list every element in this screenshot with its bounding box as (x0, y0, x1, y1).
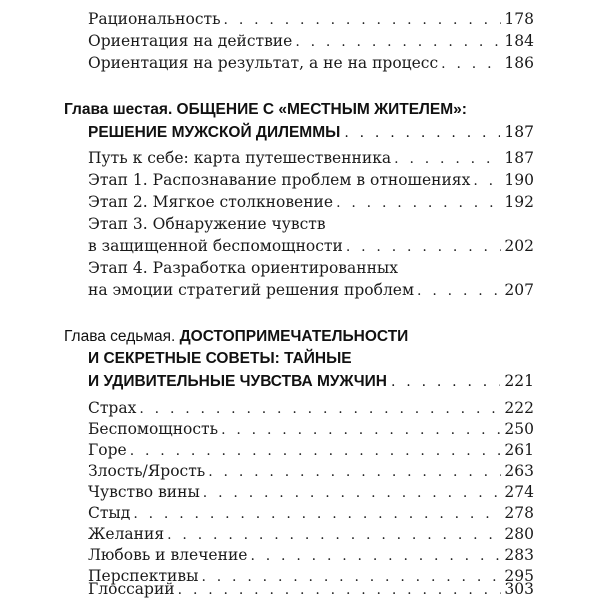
dot-leader (391, 371, 500, 393)
entry-page: 263 (504, 462, 534, 480)
dot-leader (394, 149, 501, 169)
dot-leader (178, 581, 502, 599)
entry-title: Страх (88, 399, 137, 417)
entry-title: Рациональность (88, 10, 221, 28)
entry-page: 192 (504, 193, 534, 211)
dot-leader (473, 171, 501, 191)
chapter-6-page: 187 (504, 123, 534, 141)
toc-entry (88, 440, 534, 461)
toc-entry (88, 545, 534, 566)
entry-page: 280 (504, 525, 534, 543)
chapter-7-prefix: Глава седьмая. (64, 328, 180, 345)
entry-page: 202 (504, 237, 534, 255)
toc-entry (88, 236, 534, 257)
entry-title-line1: Этап 3. Обнаружение чувств (88, 215, 326, 233)
toc-entry (88, 482, 534, 503)
entry-page: 207 (504, 281, 534, 299)
dot-leader (344, 122, 500, 144)
toc-entry (88, 524, 534, 545)
dot-leader (417, 281, 501, 301)
entry-page: 178 (504, 10, 534, 28)
dot-leader (139, 399, 501, 419)
entry-title: Беспомощность (88, 420, 219, 438)
dot-leader (130, 441, 502, 461)
chapter-7-title-line3: И УДИВИТЕЛЬНЫЕ ЧУВСТВА МУЖЧИН (88, 373, 387, 390)
entry-title: Стыд (88, 504, 131, 522)
entry-page: 278 (504, 504, 534, 522)
chapter-6-heading-line1: Глава шестая. ОБЩЕНИЕ С «МЕСТНЫМ ЖИТЕЛЕМ»: (64, 101, 467, 118)
chapter-7-heading-line2: И СЕКРЕТНЫЕ СОВЕТЫ: ТАЙНЫЕ (88, 350, 352, 367)
dot-leader (441, 54, 501, 74)
dot-leader (133, 504, 501, 524)
chapter-6-title: РЕШЕНИЕ МУЖСКОЙ ДИЛЕММЫ (88, 124, 341, 141)
entry-title: Злость/Ярость (88, 462, 206, 480)
entry-page: 303 (504, 580, 534, 598)
dot-leader (295, 32, 501, 52)
entry-page: 187 (504, 149, 534, 167)
toc-entry (88, 398, 534, 419)
entry-page: 274 (504, 483, 534, 501)
chapter-6-heading-line2 (88, 121, 534, 144)
chapter-7-heading-line3 (88, 370, 534, 393)
entry-page: 184 (504, 32, 534, 50)
entry-title: Любовь и влечение (88, 546, 248, 564)
entry-title: в защищенной беспомощности (88, 237, 343, 255)
toc-entry (88, 9, 534, 30)
entry-title: Чувство вины (88, 483, 200, 501)
toc-entry (88, 503, 534, 524)
entry-title: Ориентация на действие (88, 32, 293, 50)
dot-leader (224, 10, 502, 30)
entry-title: Ориентация на результат, а не на процесс (88, 54, 439, 72)
dot-leader (250, 546, 501, 566)
entry-page: 295 (504, 567, 534, 585)
entry-title: Перспективы (88, 567, 199, 585)
entry-page: 190 (504, 171, 534, 189)
chapter-7-heading-line1 (64, 326, 408, 348)
entry-page: 261 (504, 441, 534, 459)
entry-page: 250 (504, 420, 534, 438)
entry-title: Этап 2. Мягкое столкновение (88, 193, 334, 211)
entry-title: Путь к себе: карта путешественника (88, 149, 392, 167)
chapter-7-title-line1: ДОСТОПРИМЕЧАТЕЛЬНОСТИ (179, 328, 409, 345)
toc-entry (88, 53, 534, 74)
toc-entry (88, 170, 534, 191)
chapter-7-page: 221 (504, 372, 534, 390)
entry-title: Горе (88, 441, 127, 459)
entry-title: Желания (88, 525, 165, 543)
dot-leader (208, 462, 501, 482)
dot-leader (167, 525, 501, 545)
entry-title-line1: Этап 4. Разработка ориентированных (88, 259, 398, 277)
toc-entry (88, 580, 534, 599)
toc-entry (88, 461, 534, 482)
toc-entry (88, 148, 534, 169)
toc-entry (88, 280, 534, 301)
dot-leader (203, 483, 502, 503)
toc-entry (88, 419, 534, 440)
entry-page: 283 (504, 546, 534, 564)
toc-entry (88, 192, 534, 213)
entry-page: 222 (504, 399, 534, 417)
dot-leader (346, 237, 502, 257)
toc-entry (88, 31, 534, 52)
entry-title: Глоссарий (88, 580, 175, 598)
entry-title: на эмоции стратегий решения проблем (88, 281, 415, 299)
entry-page: 186 (504, 54, 534, 72)
entry-title: Этап 1. Распознавание проблем в отношениях (88, 171, 471, 189)
dot-leader (336, 193, 501, 213)
dot-leader (221, 420, 501, 440)
